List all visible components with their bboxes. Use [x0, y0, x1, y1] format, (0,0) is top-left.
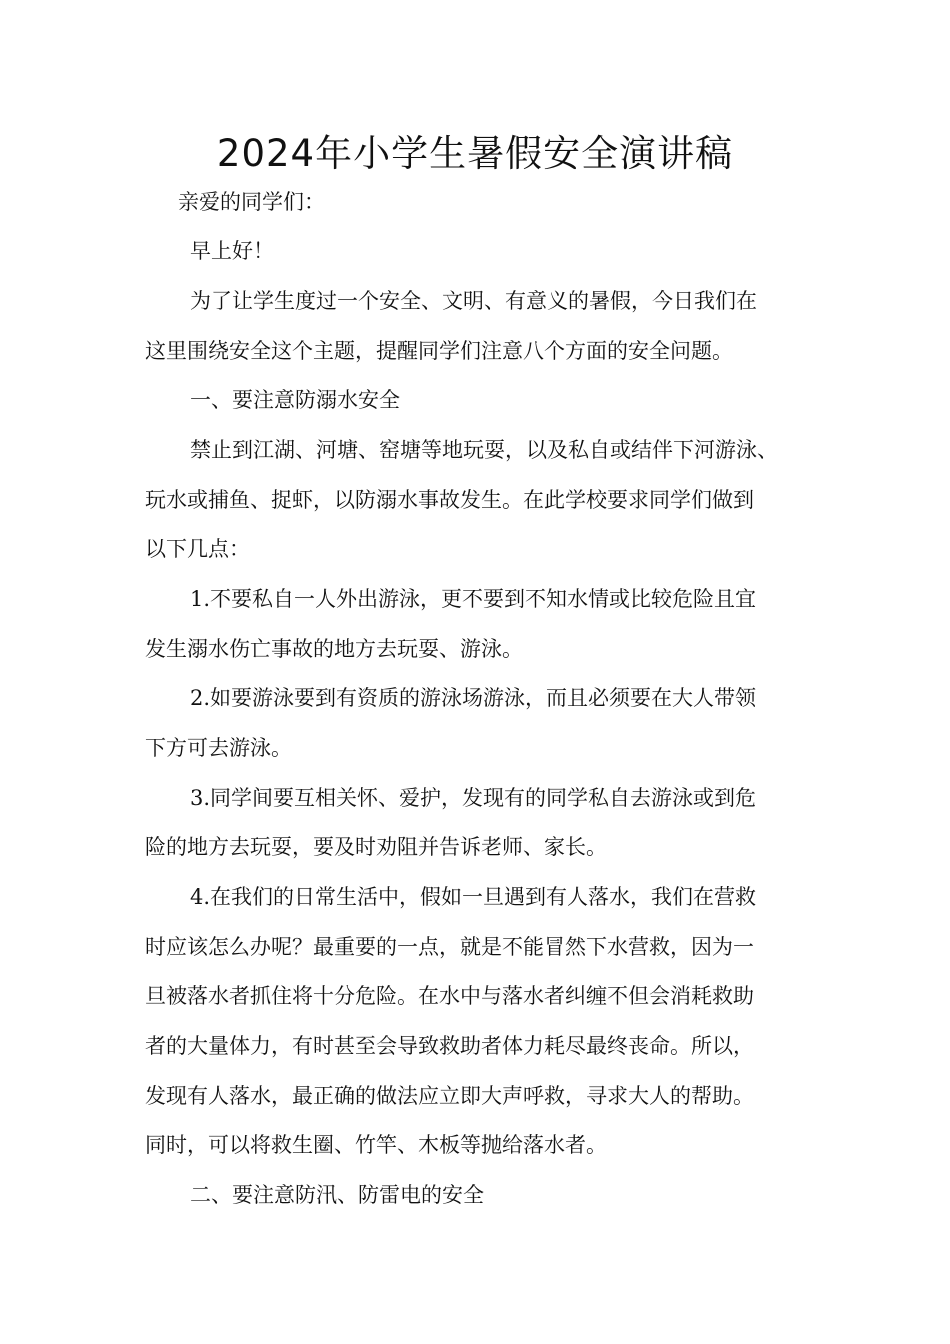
section-heading-2: 二、要注意防汛、防雷电的安全	[190, 1183, 484, 1207]
list-item-4-cont: 者的大量体力，有时甚至会导致救助者体力耗尽最终丧命。所以，	[145, 1034, 754, 1058]
list-item-3-cont: 险的地方去玩耍，要及时劝阻并告诉老师、家长。	[145, 835, 607, 859]
list-item-2-cont: 下方可去游泳。	[145, 736, 292, 760]
body-line: 以下几点：	[145, 537, 250, 561]
list-item-1: 1.不要私自一人外出游泳，更不要到不知水情或比较危险且宜	[190, 587, 757, 611]
section-heading-1: 一、要注意防溺水安全	[190, 388, 400, 412]
list-item-4-cont: 发现有人落水，最正确的做法应立即大声呼救，寻求大人的帮助。	[145, 1084, 754, 1108]
salutation: 亲爱的同学们：	[178, 190, 325, 214]
body-line: 为了让学生度过一个安全、文明、有意义的暑假，今日我们在	[190, 289, 757, 313]
list-item-2: 2.如要游泳要到有资质的游泳场游泳，而且必须要在大人带领	[190, 686, 757, 710]
body-line: 禁止到江湖、河塘、窑塘等地玩耍，以及私自或结伴下河游泳、	[190, 438, 778, 462]
list-item-4-cont: 时应该怎么办呢？最重要的一点，就是不能冒然下水营救，因为一	[145, 935, 754, 959]
list-item-4: 4.在我们的日常生活中，假如一旦遇到有人落水，我们在营救	[190, 885, 757, 909]
list-item-3: 3.同学间要互相关怀、爱护，发现有的同学私自去游泳或到危	[190, 786, 757, 810]
document-title: 2024年小学生暑假安全演讲稿	[216, 132, 734, 175]
greeting: 早上好！	[190, 239, 274, 263]
body-line: 玩水或捕鱼、捉虾，以防溺水事故发生。在此学校要求同学们做到	[145, 488, 754, 512]
body-line: 这里围绕安全这个主题，提醒同学们注意八个方面的安全问题。	[145, 339, 733, 363]
list-item-1-cont: 发生溺水伤亡事故的地方去玩耍、游泳。	[145, 637, 523, 661]
list-item-4-cont: 旦被落水者抓住将十分危险。在水中与落水者纠缠不但会消耗救助	[145, 984, 754, 1008]
list-item-4-cont: 同时，可以将救生圈、竹竿、木板等抛给落水者。	[145, 1133, 607, 1157]
